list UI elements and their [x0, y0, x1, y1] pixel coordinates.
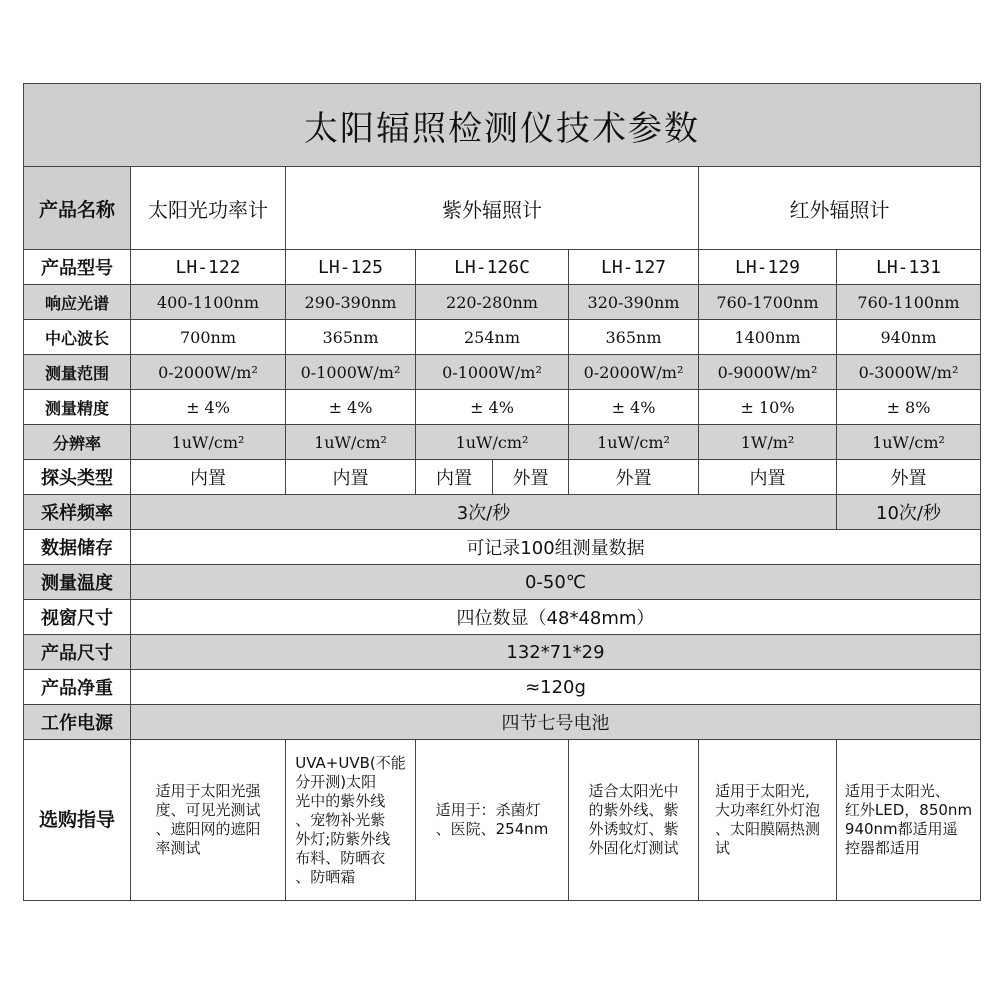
spectrum-cell: 290-390nm — [286, 285, 416, 320]
guide-text: 适合太阳光中 的紫外线、紫 外诱蚊灯、紫 外固化灯测试 — [588, 782, 679, 857]
accuracy-cell: ± 10% — [699, 390, 837, 425]
guide-text: 适用于太阳光, 大功率红外灯泡 、太阳膜隔热测 试 — [714, 782, 820, 857]
spectrum-cell: 220-280nm — [416, 285, 569, 320]
model-cell: LH-129 — [699, 250, 837, 285]
probe-cell: 外置 — [837, 460, 981, 495]
accuracy-cell: ± 4% — [569, 390, 699, 425]
range-cell: 0-3000W/m² — [837, 355, 981, 390]
row-label-guide: 选购指导 — [24, 740, 131, 901]
display-cell: 四位数显（48*48mm） — [131, 600, 981, 635]
range-cell: 0-2000W/m² — [569, 355, 699, 390]
guide-text: 适用于太阳光强 度、可见光测试 、遮阳网的遮阳 率测试 — [155, 782, 261, 857]
center-wavelength-cell: 365nm — [569, 320, 699, 355]
range-cell: 0-9000W/m² — [699, 355, 837, 390]
spectrum-cell: 400-1100nm — [131, 285, 286, 320]
resolution-cell: 1W/m² — [699, 425, 837, 460]
range-cell: 0-1000W/m² — [286, 355, 416, 390]
row-label-center-wavelength: 中心波长 — [24, 320, 131, 355]
row-label-spectrum: 响应光谱 — [24, 285, 131, 320]
model-cell: LH-122 — [131, 250, 286, 285]
center-wavelength-cell: 940nm — [837, 320, 981, 355]
center-wavelength-cell: 254nm — [416, 320, 569, 355]
temperature-cell: 0-50℃ — [131, 565, 981, 600]
probe-cell: 内置 — [286, 460, 416, 495]
storage-cell: 可记录100组测量数据 — [131, 530, 981, 565]
row-label-display: 视窗尺寸 — [24, 600, 131, 635]
spectrum-cell: 320-390nm — [569, 285, 699, 320]
model-cell: LH-131 — [837, 250, 981, 285]
group-ir-meter: 红外辐照计 — [699, 167, 981, 250]
row-label-model: 产品型号 — [24, 250, 131, 285]
guide-cell — [569, 740, 699, 901]
sampling-cell: 3次/秒 — [131, 495, 837, 530]
model-cell: LH-127 — [569, 250, 699, 285]
spectrum-cell: 760-1700nm — [699, 285, 837, 320]
model-cell: LH-125 — [286, 250, 416, 285]
spectrum-cell: 760-1100nm — [837, 285, 981, 320]
spec-table — [23, 83, 981, 901]
group-uv-meter: 紫外辐照计 — [286, 167, 699, 250]
probe-cell: 外置 — [569, 460, 699, 495]
row-label-temperature: 测量温度 — [24, 565, 131, 600]
model-cell: LH-126C — [416, 250, 569, 285]
guide-cell — [837, 740, 981, 901]
sampling-cell: 10次/秒 — [837, 495, 981, 530]
range-cell: 0-2000W/m² — [131, 355, 286, 390]
row-label-weight: 产品净重 — [24, 670, 131, 705]
weight-cell: ≈120g — [131, 670, 981, 705]
guide-text: 适用于：杀菌灯 、医院、254nm — [435, 801, 549, 838]
page-title: 太阳辐照检测仪技术参数 — [24, 84, 981, 167]
center-wavelength-cell: 365nm — [286, 320, 416, 355]
row-label-size: 产品尺寸 — [24, 635, 131, 670]
guide-text: UVA+UVB(不能 分开测)太阳 光中的紫外线 、宠物补光紫 外灯;防紫外线 布料、防晒衣 、防晒霜 — [295, 753, 406, 886]
accuracy-cell: ± 4% — [286, 390, 416, 425]
row-label-accuracy: 测量精度 — [24, 390, 131, 425]
center-wavelength-cell: 1400nm — [699, 320, 837, 355]
guide-cell — [699, 740, 837, 901]
row-label-power: 工作电源 — [24, 705, 131, 740]
accuracy-cell: ± 8% — [837, 390, 981, 425]
row-label-product-name: 产品名称 — [24, 167, 131, 250]
row-label-storage: 数据储存 — [24, 530, 131, 565]
size-cell: 132*71*29 — [131, 635, 981, 670]
row-label-probe-type: 探头类型 — [24, 460, 131, 495]
guide-cell — [416, 740, 569, 901]
accuracy-cell: ± 4% — [416, 390, 569, 425]
range-cell: 0-1000W/m² — [416, 355, 569, 390]
power-cell: 四节七号电池 — [131, 705, 981, 740]
probe-cell: 内置 — [699, 460, 837, 495]
probe-cell: 外置 — [493, 460, 569, 495]
probe-cell: 内置 — [416, 460, 493, 495]
row-label-sampling: 采样频率 — [24, 495, 131, 530]
guide-text: 适用于太阳光、 红外LED，850nm 940nm都适用遥 控器都适用 — [844, 782, 973, 857]
center-wavelength-cell: 700nm — [131, 320, 286, 355]
row-label-range: 测量范围 — [24, 355, 131, 390]
resolution-cell: 1uW/cm² — [569, 425, 699, 460]
group-solar-power-meter: 太阳光功率计 — [131, 167, 286, 250]
resolution-cell: 1uW/cm² — [416, 425, 569, 460]
accuracy-cell: ± 4% — [131, 390, 286, 425]
probe-cell: 内置 — [131, 460, 286, 495]
resolution-cell: 1uW/cm² — [837, 425, 981, 460]
resolution-cell: 1uW/cm² — [286, 425, 416, 460]
row-label-resolution: 分辨率 — [24, 425, 131, 460]
resolution-cell: 1uW/cm² — [131, 425, 286, 460]
guide-cell — [286, 740, 416, 901]
guide-cell — [131, 740, 286, 901]
